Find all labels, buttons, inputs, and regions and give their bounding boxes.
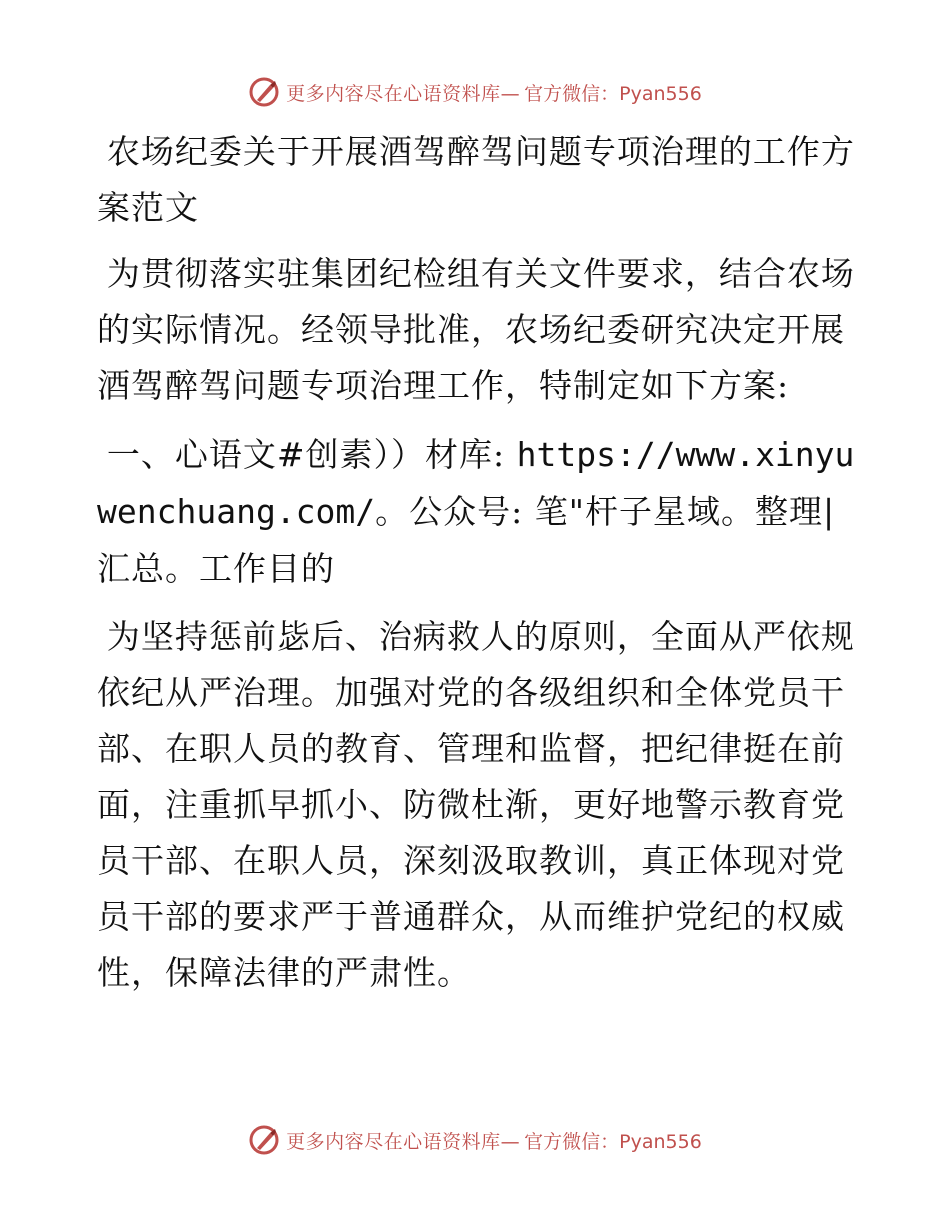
section-body-paragraph: 为坚持惩前毖后、治病救人的原则，全面从严依规依纪从严治理。加强对党的各级组织和全体党员干部、在职人员的教育、管理和监督，把纪律挺在前面，注重抓早抓小、防微杜渐，更好地警示教育党员干部、在职人员，深刻汲取教训，真正体现对党员干部的要求严于普通群众，从而维护党纪的权威性，保障法律的严肃性。 — [97, 617, 855, 992]
footer-watermark — [0, 1120, 950, 1160]
section-heading-prefix: 一、心语文#创素））材库: — [106, 435, 517, 474]
watermark-wechat: 官方微信：Pyan556 — [524, 82, 702, 105]
document-body — [97, 124, 857, 1013]
quill-pen-logo-icon — [248, 1124, 280, 1156]
section-heading — [97, 426, 857, 597]
document-title: 农场纪委关于开展酒驾醉驾问题专项治理的工作方案范文 — [97, 132, 855, 227]
watermark-text: 更多内容尽在心语资料库— — [286, 82, 521, 105]
header-watermark — [0, 72, 950, 112]
watermark-text: 更多内容尽在心语资料库— — [286, 1130, 521, 1153]
watermark-wechat: 官方微信：Pyan556 — [524, 1130, 702, 1153]
source-url-link[interactable]: https://www.xinyuwenchuang.com/ — [97, 435, 855, 531]
section-heading-suffix: 。公众号: 笔"杆子星域。整理|汇总。工作目的 — [97, 492, 836, 588]
quill-pen-logo-icon — [248, 76, 280, 108]
intro-paragraph: 为贯彻落实驻集团纪检组有关文件要求，结合农场的实际情况。经领导批准，农场纪委研究决定开展酒驾醉驾问题专项治理工作，特制定如下方案: — [97, 254, 855, 405]
